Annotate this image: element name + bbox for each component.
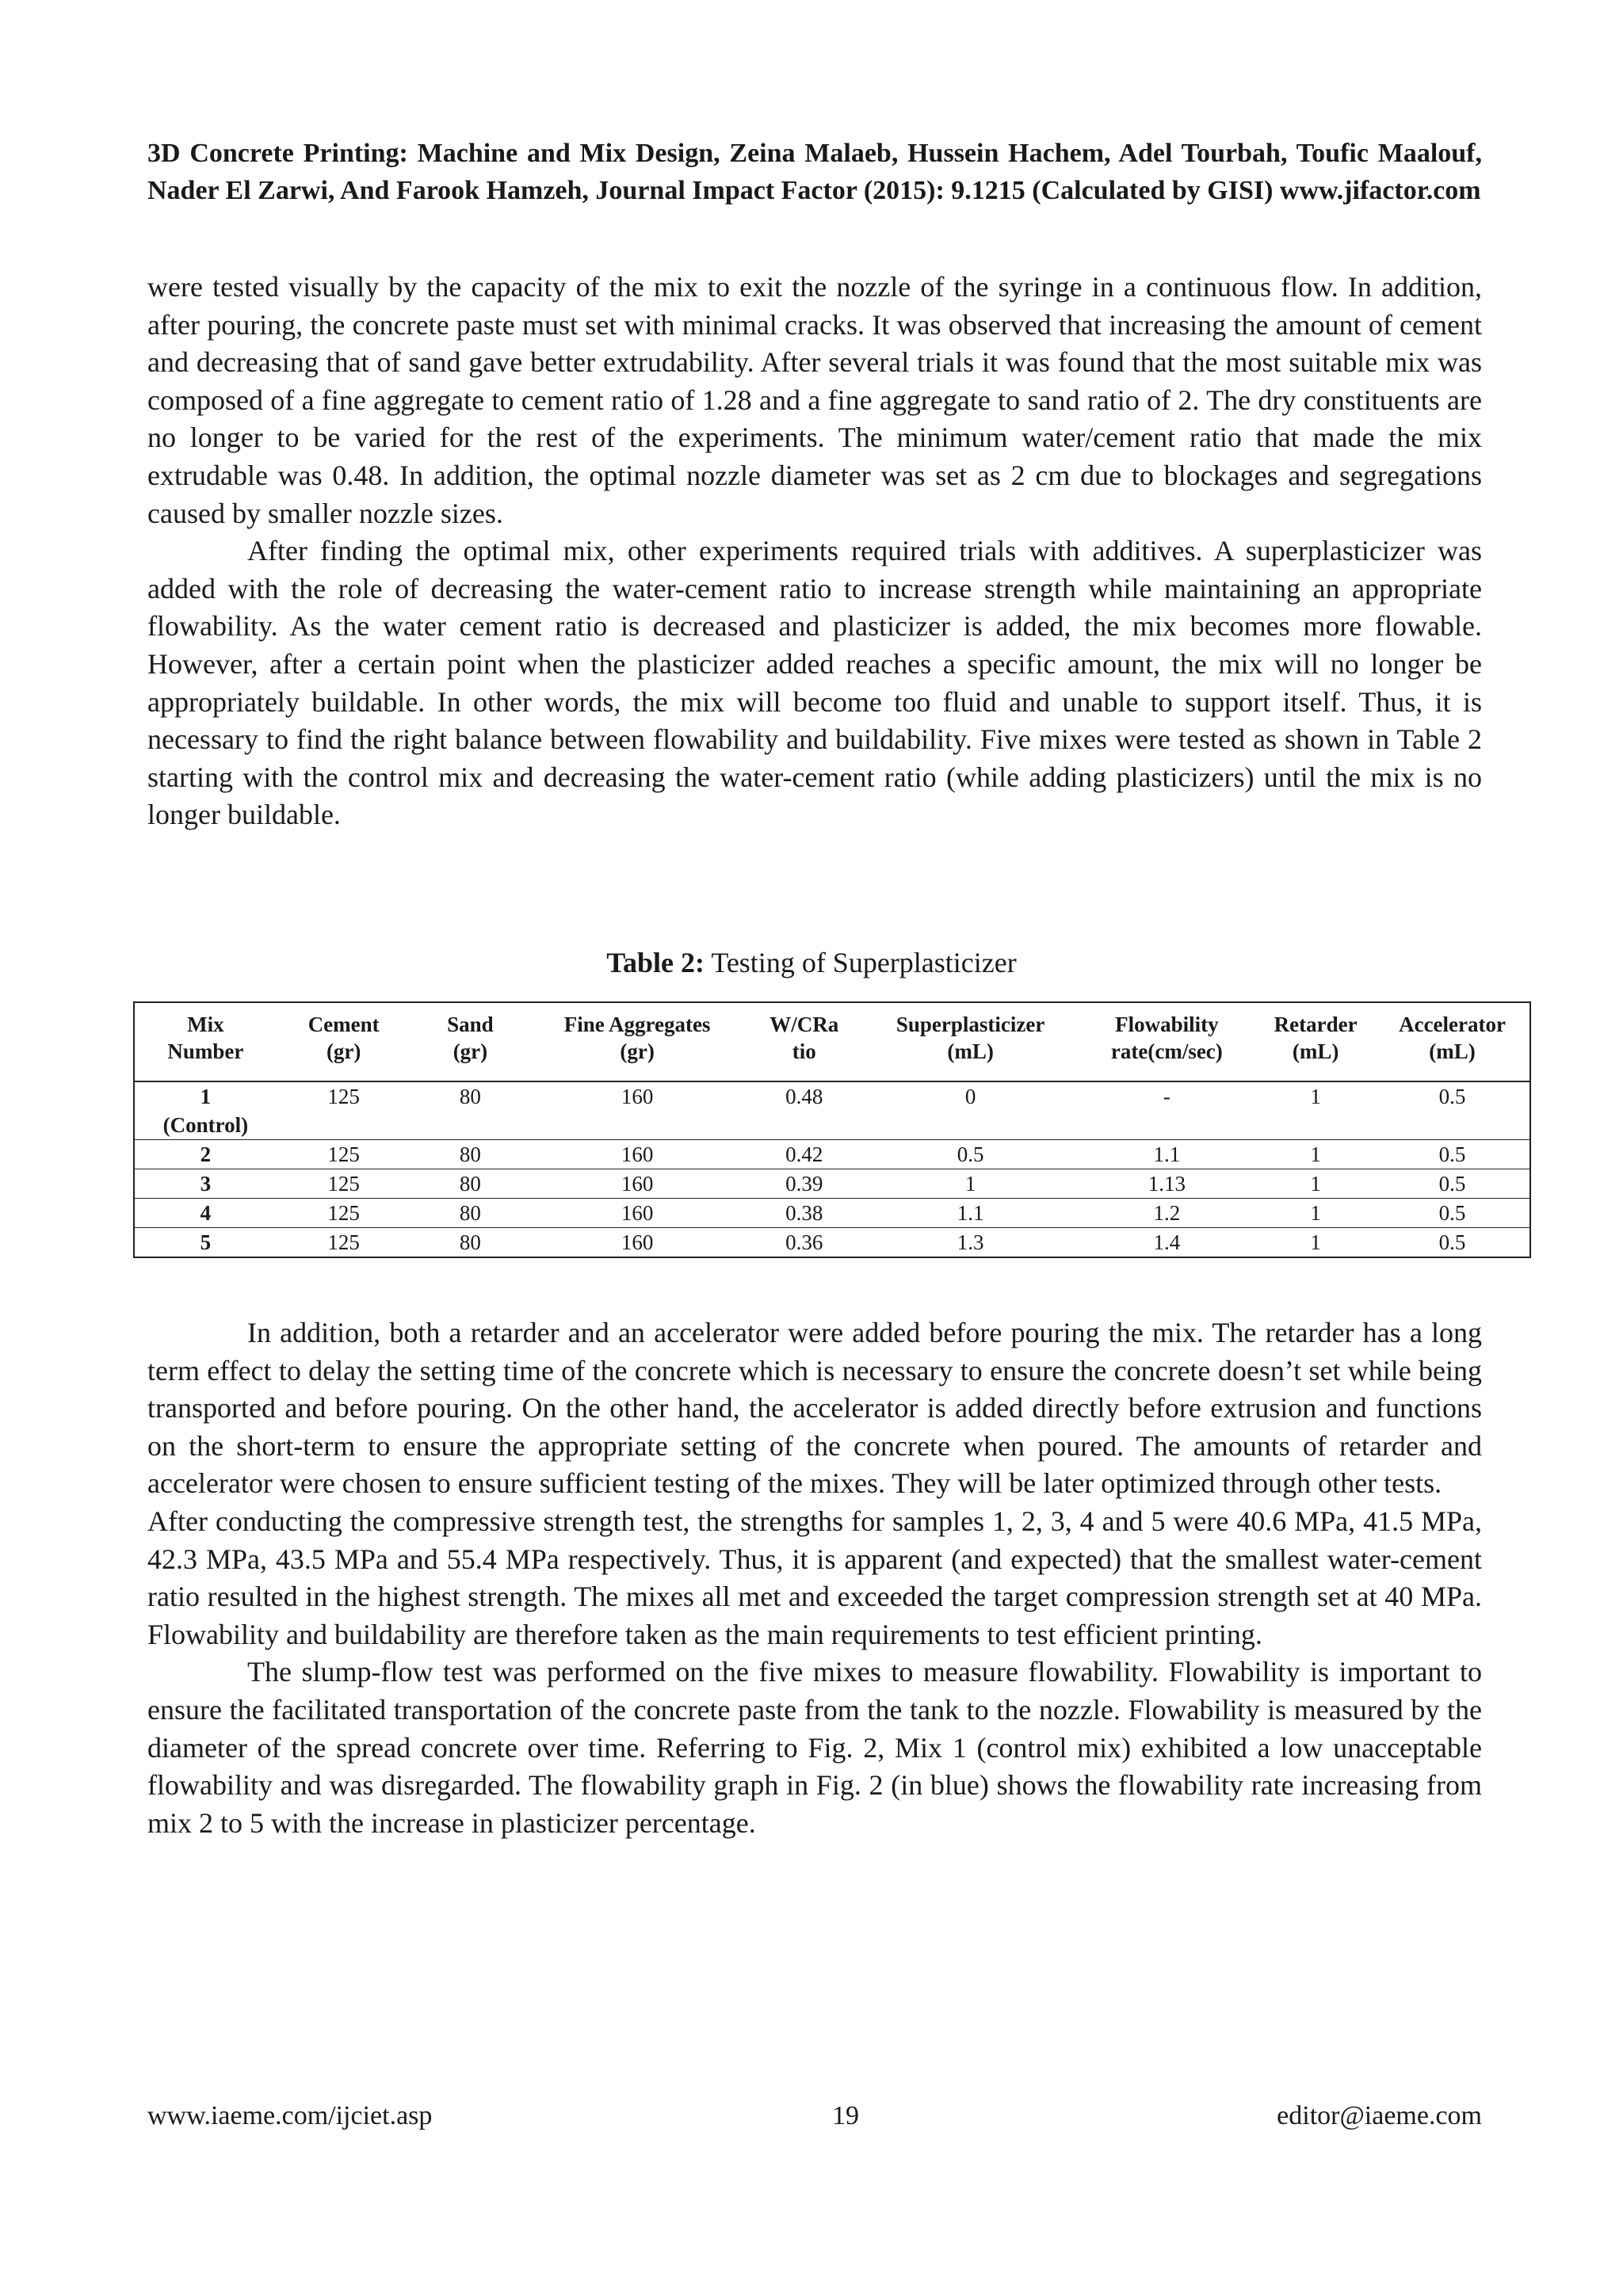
table-caption-text: Testing of Superplasticizer — [711, 947, 1017, 978]
wc-ratio-cell: 0.38 — [745, 1199, 864, 1228]
header-accelerator: Accelerator (mL) — [1375, 1002, 1530, 1081]
accelerator-cell: 0.5 — [1375, 1199, 1530, 1228]
superplasticizer-cell: 1.1 — [864, 1199, 1078, 1228]
paragraph-1: were tested visually by the capacity of the mix to exit the nozzle of the syringe in a continuous flow. In addition, after pouring, the concrete paste must set with minimal cracks. It was observed that increasing the amount of cement and decreasing that of sand gave better extrudability. After several trials it was found that the most suitable mix was composed of a fine aggregate to cement ratio of 1.28 and a fine aggregate to sand ratio of 2. The dry constituents are no longer to be varied for the rest of the experiments. The minimum water/cement ratio that made the mix extrudable was 0.48. In addition, the optimal nozzle diameter was set as 2 cm due to blockages and segregations caused by smaller nozzle sizes. — [147, 271, 1482, 529]
sand-cell: 80 — [411, 1199, 530, 1228]
retarder-cell: 1 — [1256, 1081, 1375, 1140]
fine-aggregates-cell: 160 — [529, 1140, 745, 1169]
footer-page-number: 19 — [832, 2101, 859, 2130]
wc-ratio-cell: 0.42 — [745, 1140, 864, 1169]
table-header-row — [134, 1002, 1530, 1081]
fine-aggregates-cell: 160 — [529, 1081, 745, 1140]
superplasticizer-cell: 0 — [864, 1081, 1078, 1140]
flowability-cell: - — [1077, 1081, 1256, 1140]
mix-number-cell: 3 — [134, 1169, 277, 1199]
table-row — [134, 1199, 1530, 1228]
sand-cell: 80 — [411, 1228, 530, 1258]
retarder-cell: 1 — [1256, 1199, 1375, 1228]
sand-cell: 80 — [411, 1169, 530, 1199]
sand-cell: 80 — [411, 1140, 530, 1169]
accelerator-cell: 0.5 — [1375, 1140, 1530, 1169]
flowability-cell: 1.2 — [1077, 1199, 1256, 1228]
table-row — [134, 1169, 1530, 1199]
fine-aggregates-cell: 160 — [529, 1228, 745, 1258]
header-retarder: Retarder (mL) — [1256, 1002, 1375, 1081]
table-row — [134, 1228, 1530, 1258]
wc-ratio-cell: 0.48 — [745, 1081, 864, 1140]
mix-number-cell: 2 — [134, 1140, 277, 1169]
footer-editor-email[interactable]: editor@iaeme.com — [1277, 2101, 1482, 2130]
paragraph-4: After conducting the compressive strength test, the strengths for samples 1, 2, 3, 4 and 5 were 40.6 MPa, 41.5 MPa, 42.3 MPa, 43.5 MPa and 55.4 MPa respectively. Thus, it is apparent (and expected) that the smallest water-cement ratio resulted in the highest strength. The mixes all met and exceeded the target compression strength set at 40 MPa. Flowability and buildability are therefore taken as the main requirements to test efficient printing. — [147, 1505, 1482, 1650]
superplasticizer-cell: 1 — [864, 1169, 1078, 1199]
flowability-cell: 1.1 — [1077, 1140, 1256, 1169]
mix-number-cell: 4 — [134, 1199, 277, 1228]
footer-journal-url[interactable]: www.iaeme.com/ijciet.asp — [147, 2101, 433, 2130]
table-caption-label: Table 2: — [606, 947, 705, 978]
header-sand: Sand (gr) — [411, 1002, 530, 1081]
sand-cell: 80 — [411, 1081, 530, 1140]
header-fine-aggregates: Fine Aggregates (gr) — [529, 1002, 745, 1081]
cement-cell: 125 — [277, 1169, 411, 1199]
header-wc-ratio: W/CRa tio — [745, 1002, 864, 1081]
table-caption — [0, 946, 1623, 979]
accelerator-cell: 0.5 — [1375, 1081, 1530, 1140]
fine-aggregates-cell: 160 — [529, 1169, 745, 1199]
cement-cell: 125 — [277, 1140, 411, 1169]
paragraph-2: After finding the optimal mix, other experiments required trials with additives. A superplasticizer was added with the role of decreasing the water-cement ratio to increase strength while maintaining an appropriate flowability. As the water cement ratio is decreased and plasticizer is added, the mix becomes more flowable. However, after a certain point when the plasticizer added reaches a specific amount, the mix will no longer be appropriately buildable. In other words, the mix will become too fluid and unable to support itself. Thus, it is necessary to find the right balance between flowability and buildability. Five mixes were tested as shown in Table 2 starting with the control mix and decreasing the water-cement ratio (while adding plasticizers) until the mix is no longer buildable. — [147, 535, 1482, 831]
header-superplasticizer: Superplasticizer (mL) — [864, 1002, 1078, 1081]
superplasticizer-cell: 0.5 — [864, 1140, 1078, 1169]
paragraph-5: The slump-flow test was performed on the five mixes to measure flowability. Flowability is important to ensure the facilitated transportation of the concrete paste from the tank to the nozzle. Flowability is measured by the diameter of the spread concrete over time. Referring to Fig. 2, Mix 1 (control mix) exhibited a low unacceptable flowability and was disregarded. The flowability graph in Fig. 2 (in blue) shows the flowability rate increasing from mix 2 to 5 with the increase in plasticizer percentage. — [147, 1656, 1482, 1839]
wc-ratio-cell: 0.36 — [745, 1228, 864, 1258]
retarder-cell: 1 — [1256, 1169, 1375, 1199]
body-section-top — [147, 269, 1482, 834]
cement-cell: 125 — [277, 1081, 411, 1140]
running-header: 3D Concrete Printing: Machine and Mix Design, Zeina Malaeb, Hussein Hachem, Adel Tourbah, Toufic Maalouf, Nader El Zarwi, And Farook Hamzeh, Journal Impact Factor (2015): 9.1215 (Calculated by GISI) www.jifactor.com — [147, 139, 1482, 205]
accelerator-cell: 0.5 — [1375, 1228, 1530, 1258]
cement-cell: 125 — [277, 1199, 411, 1228]
header-flowability: Flowability rate(cm/sec) — [1077, 1002, 1256, 1081]
mix-number-cell: 1 (Control) — [134, 1081, 277, 1140]
retarder-cell: 1 — [1256, 1140, 1375, 1169]
paragraph-3: In addition, both a retarder and an accelerator were added before pouring the mix. The retarder has a long term effect to delay the setting time of the concrete which is necessary to ensure the concrete doesn’t set while being transported and before pouring. On the other hand, the accelerator is added directly before extrusion and functions on the short-term to ensure the appropriate setting of the concrete when poured. The amounts of retarder and accelerator were chosen to ensure sufficient testing of the mixes. They will be later optimized through other tests. — [147, 1317, 1482, 1500]
flowability-cell: 1.13 — [1077, 1169, 1256, 1199]
fine-aggregates-cell: 160 — [529, 1199, 745, 1228]
superplasticizer-table — [133, 1001, 1531, 1258]
header-mix-number: Mix Number — [134, 1002, 277, 1081]
table-row — [134, 1081, 1530, 1140]
wc-ratio-cell: 0.39 — [745, 1169, 864, 1199]
flowability-cell: 1.4 — [1077, 1228, 1256, 1258]
body-section-bottom — [147, 1314, 1482, 1842]
table-row — [134, 1140, 1530, 1169]
superplasticizer-cell: 1.3 — [864, 1228, 1078, 1258]
mix-number-cell: 5 — [134, 1228, 277, 1258]
cement-cell: 125 — [277, 1228, 411, 1258]
retarder-cell: 1 — [1256, 1228, 1375, 1258]
accelerator-cell: 0.5 — [1375, 1169, 1530, 1199]
header-cement: Cement (gr) — [277, 1002, 411, 1081]
